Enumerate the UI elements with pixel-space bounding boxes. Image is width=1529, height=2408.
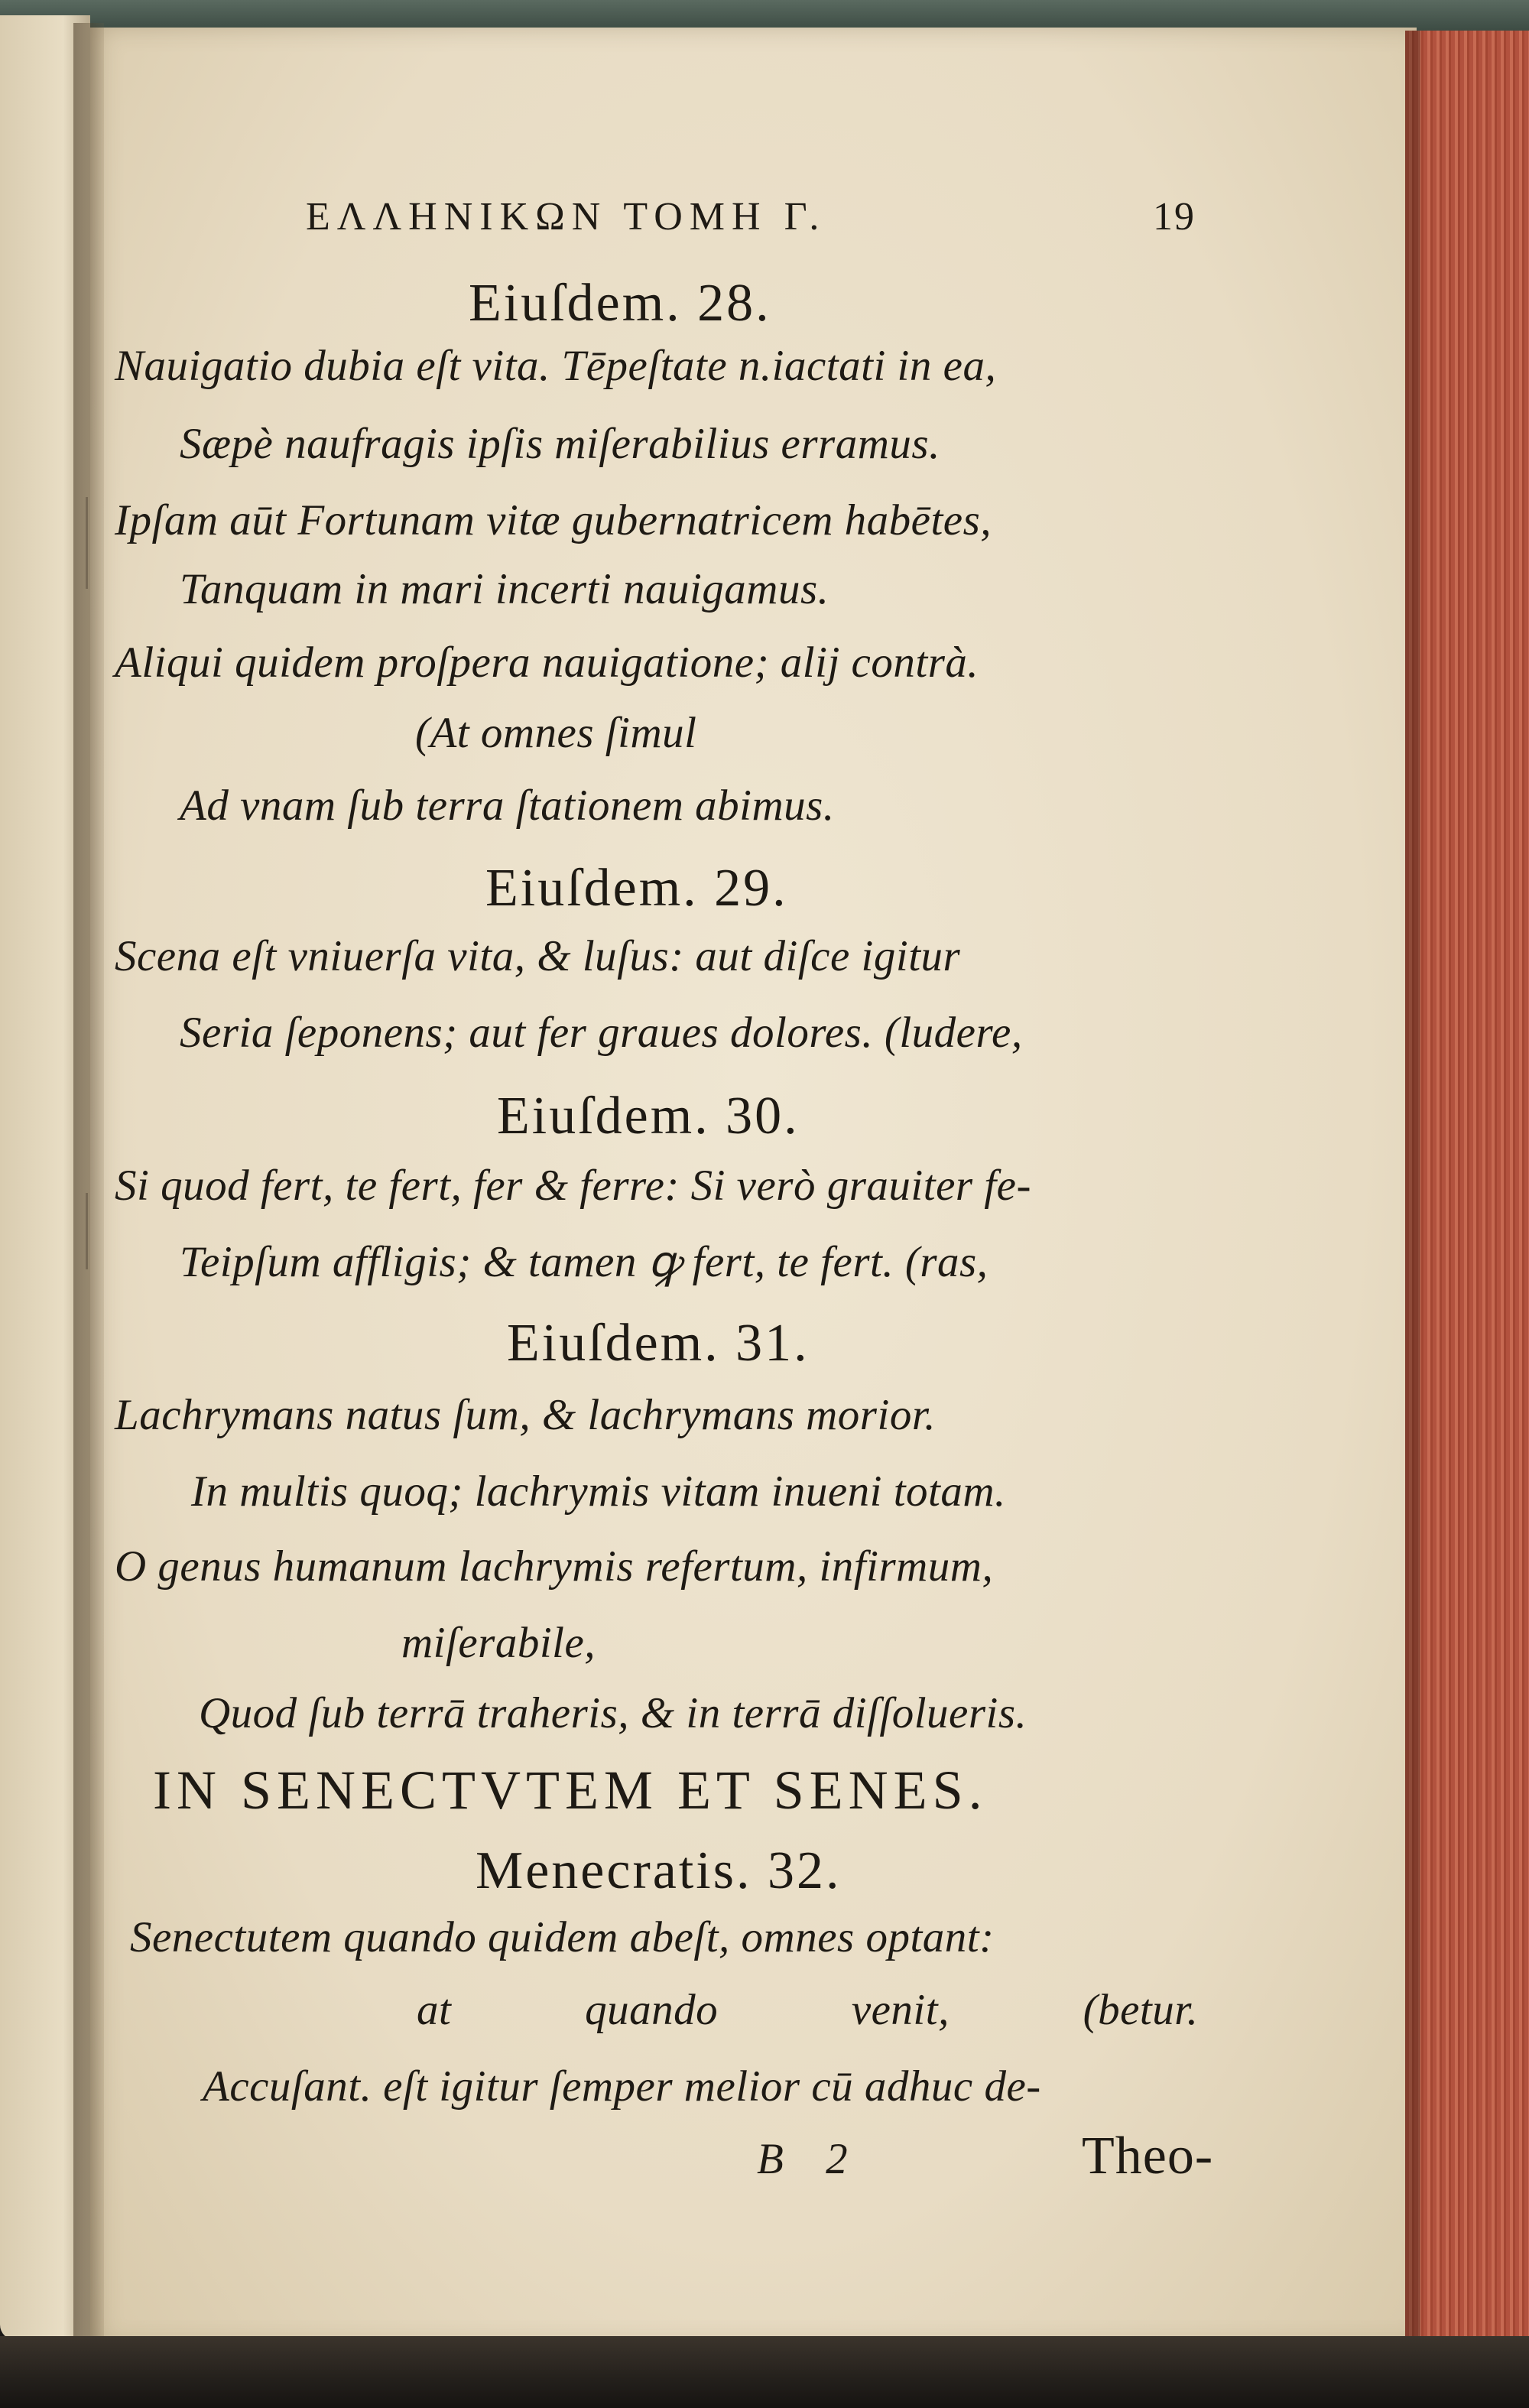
verse-line: Ad vnam ſub terra ſtationem abimus. xyxy=(180,782,835,830)
verse-line: Aliqui quidem proſpera nauigatione; alij contrà. xyxy=(115,639,979,687)
verse-line: (At omnes ſimul xyxy=(415,709,697,757)
verse-line: Seria ſeponens; aut fer graues dolores. (ludere, xyxy=(180,1009,1023,1057)
page-edge-shadow xyxy=(1405,31,1420,2340)
verse-line: Si quod fert, te fert, fer & ferre: Si verò grauiter fe- xyxy=(115,1162,1031,1210)
signature-mark: B 2 xyxy=(757,2135,849,2183)
margin-mark xyxy=(86,1193,88,1269)
page-number: 19 xyxy=(1153,195,1196,239)
verse-line: O genus humanum lachrymis refertum, infirmum, xyxy=(115,1542,994,1591)
verse-line: Lachrymans natus ſum, & lachrymans morior. xyxy=(115,1391,936,1439)
verse-line: at quando venit, (betur. xyxy=(417,1986,1199,2034)
verse-line: miſerabile, xyxy=(401,1619,596,1667)
book-bottom-shadow xyxy=(0,2336,1529,2408)
verse-line: In multis quoq; lachrymis vitam inueni totam. xyxy=(191,1467,1006,1516)
page-gutter xyxy=(73,23,104,2348)
verse-line: Scena eſt vniuerſa vita, & luſus: aut diſce igitur xyxy=(115,932,961,980)
catchword: Theo- xyxy=(1082,2127,1214,2185)
verse-line: Sæpè naufragis ipſis miſerabilius erramus. xyxy=(180,420,940,468)
verse-line: Quod ſub terrā traheris, & in terrā diſſolueris. xyxy=(199,1689,1027,1737)
verse-line: Senectutem quando quidem abeſt, omnes optant: xyxy=(130,1913,995,1961)
margin-mark xyxy=(86,497,88,589)
running-title: ΕΛΛΗΝΙΚΩΝ ΤΟΜΗ Γ. xyxy=(306,195,826,239)
red-page-edges xyxy=(1405,31,1529,2340)
epigram-heading: Eiuſdem. 28. xyxy=(469,274,771,333)
epigram-heading: Menecratis. 32. xyxy=(476,1841,842,1900)
verse-line: Ipſam aūt Fortunam vitæ gubernatricem habētes, xyxy=(115,496,992,544)
epigram-heading: Eiuſdem. 31. xyxy=(507,1314,810,1373)
epigram-heading: Eiuſdem. 29. xyxy=(485,859,788,918)
epigram-heading: Eiuſdem. 30. xyxy=(497,1087,800,1146)
verse-line: Nauigatio dubia eſt vita. Tēpeſtate n.iactati in ea, xyxy=(115,342,997,390)
verse-line: Teipſum affligis; & tamen ꝙ fert, te fert. (ras, xyxy=(180,1238,988,1286)
section-title: IN SENECTVTEM ET SENES. xyxy=(153,1760,988,1821)
verse-line: Tanquam in mari incerti nauigamus. xyxy=(180,565,829,613)
verse-line: Accuſant. eſt igitur ſemper melior cū adhuc de- xyxy=(203,2062,1041,2111)
